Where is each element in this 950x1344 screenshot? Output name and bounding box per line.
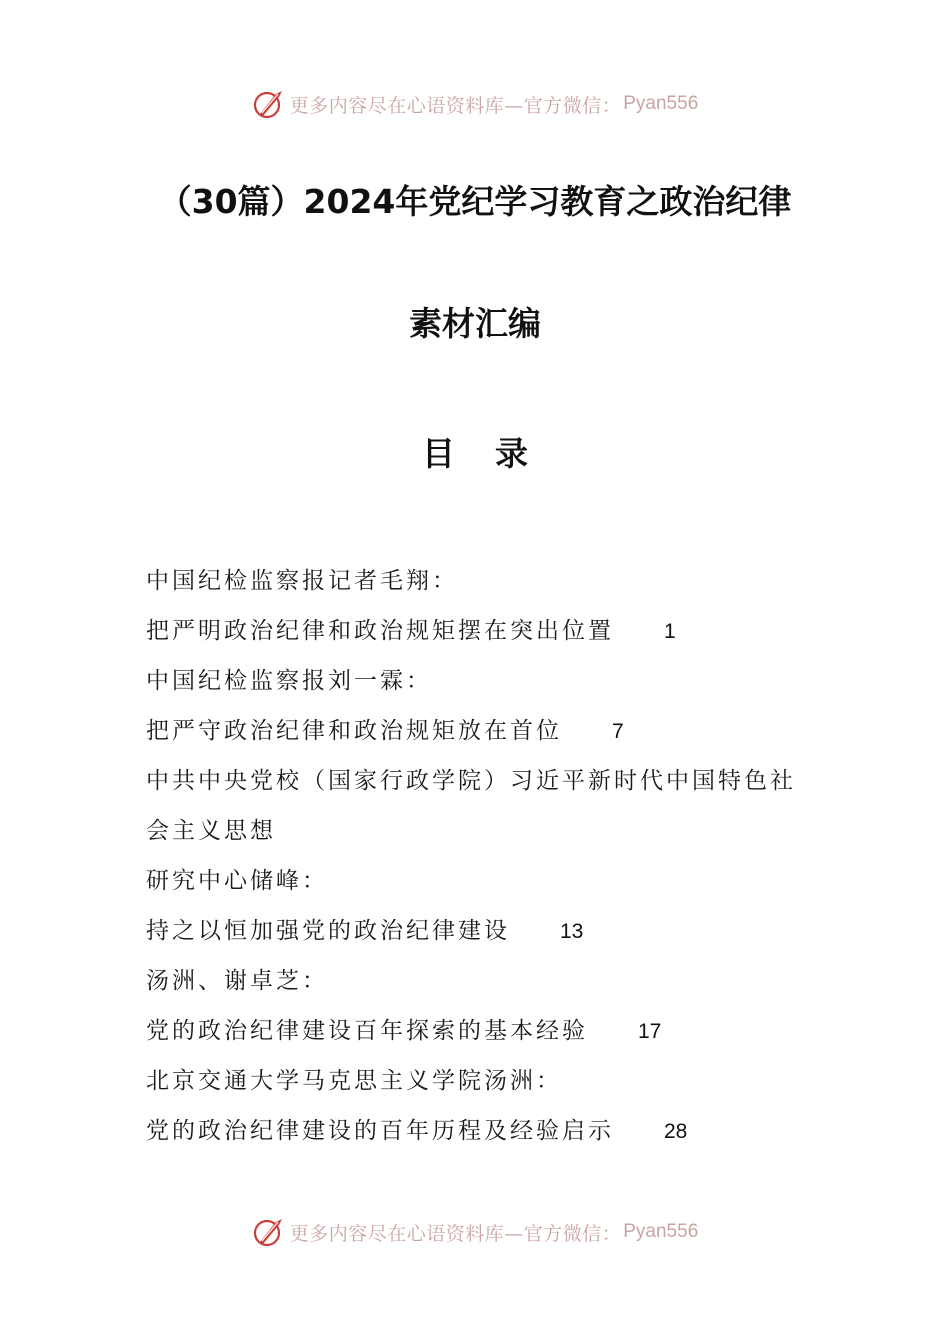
quill-pen-icon	[252, 87, 286, 121]
toc-line-text: 把严明政治纪律和政治规矩摆在突出位置	[146, 618, 614, 644]
toc-line-text: 党的政治纪律建设百年探索的基本经验	[146, 1018, 588, 1044]
watermark-wechat-id: Pyan556	[623, 93, 699, 114]
toc-page-number: 13	[560, 920, 584, 943]
toc-heading-char-2: 录	[495, 434, 528, 473]
toc-line[interactable]	[146, 616, 846, 666]
toc-line[interactable]	[146, 966, 846, 1016]
toc-line[interactable]	[146, 566, 846, 616]
toc-line[interactable]	[146, 1016, 846, 1066]
toc-line-text: 中国纪检监察报记者毛翔：	[146, 568, 458, 594]
watermark-wechat-id: Pyan556	[623, 1221, 699, 1242]
toc-line-text: 把严守政治纪律和政治规矩放在首位	[146, 718, 562, 744]
toc-page-number: 28	[664, 1120, 688, 1143]
toc-line-text: 中国纪检监察报刘一霖：	[146, 668, 432, 694]
toc-line[interactable]	[146, 666, 846, 716]
toc-line[interactable]	[146, 866, 846, 916]
watermark-text: 更多内容尽在心语资料库—官方微信：	[289, 94, 622, 117]
toc-line-text: 持之以恒加强党的政治纪律建设	[146, 918, 510, 944]
toc-line-text: 汤洲、谢卓芝：	[146, 968, 328, 994]
toc-line[interactable]	[146, 1066, 846, 1116]
document-title-line-2: 素材汇编	[409, 304, 541, 343]
toc-line[interactable]	[146, 816, 846, 866]
toc-heading	[0, 428, 950, 475]
toc-line[interactable]	[146, 1116, 846, 1166]
toc-line-text: 党的政治纪律建设的百年历程及经验启示	[146, 1118, 614, 1144]
toc-heading-char-1: 目	[422, 434, 455, 473]
footer-watermark	[0, 1210, 950, 1254]
toc-page-number: 1	[664, 620, 676, 643]
watermark-text: 更多内容尽在心语资料库—官方微信：	[289, 1222, 622, 1245]
quill-pen-icon	[252, 1215, 286, 1249]
toc-line[interactable]	[146, 916, 846, 966]
table-of-contents	[146, 566, 846, 1166]
toc-line-text: 北京交通大学马克思主义学院汤洲：	[146, 1068, 562, 1094]
header-watermark	[0, 82, 950, 126]
toc-line-text: 中共中央党校（国家行政学院）习近平新时代中国特色社	[146, 768, 796, 794]
toc-line-text: 研究中心储峰：	[146, 868, 328, 894]
toc-page-number: 17	[638, 1020, 662, 1043]
document-title-line-1: （30篇）2024年党纪学习教育之政治纪律	[158, 182, 792, 221]
toc-line[interactable]	[146, 766, 846, 816]
toc-line[interactable]	[146, 716, 846, 766]
toc-page-number: 7	[612, 720, 624, 743]
toc-line-text: 会主义思想	[146, 818, 276, 844]
